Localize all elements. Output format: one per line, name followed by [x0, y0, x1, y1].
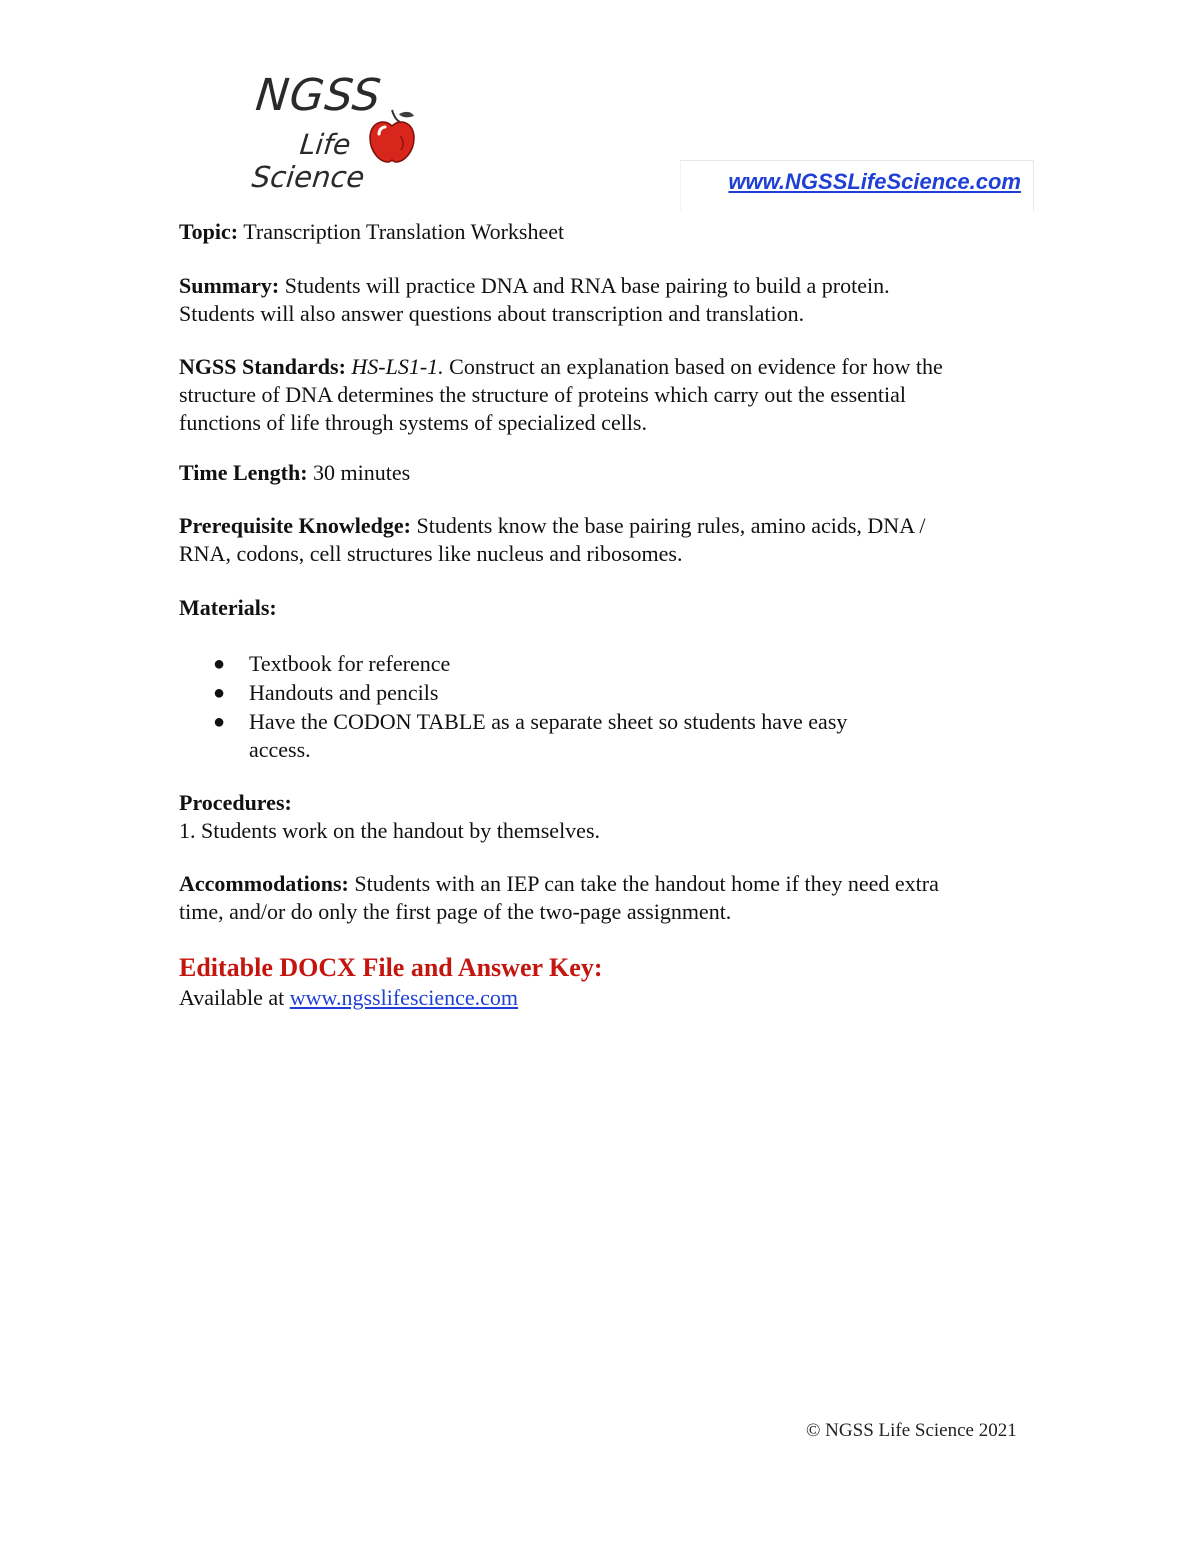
site-link[interactable]: www.NGSSLifeScience.com: [728, 169, 1021, 194]
accommodations-section: [179, 870, 1039, 926]
bullet-icon: ●: [213, 711, 226, 733]
accommodations-line2: time, and/or do only the first page of the two-page assignment.: [179, 899, 732, 924]
standards-label: NGSS Standards:: [179, 354, 346, 379]
editable-prefix: Available at: [179, 985, 290, 1010]
materials-item-3-line1: Have the CODON TABLE as a separate sheet so students have easy: [249, 709, 848, 734]
logo-science-text: Science: [250, 160, 367, 194]
materials-section: [179, 594, 1039, 622]
prereq-label: Prerequisite Knowledge:: [179, 513, 411, 538]
time-text: 30 minutes: [307, 460, 411, 485]
apple-icon: [366, 106, 418, 166]
materials-item-3: [249, 708, 929, 764]
site-link-box: [680, 160, 1034, 211]
summary-line2: Students will also answer questions about transcription and translation.: [179, 301, 805, 326]
prereq-line1: Students know the base pairing rules, amino acids, DNA /: [411, 513, 926, 538]
procedures-section: [179, 789, 1039, 845]
time-label: Time Length:: [179, 460, 308, 485]
bullet-icon: ●: [213, 682, 226, 704]
standards-line2: structure of DNA determines the structure of proteins which carry out the essential: [179, 382, 906, 407]
copyright-footer: © NGSS Life Science 2021: [806, 1420, 1017, 1441]
summary-label: Summary:: [179, 273, 280, 298]
procedures-label: Procedures:: [179, 790, 292, 815]
ngss-life-science-logo: [248, 68, 428, 198]
standards-line3: functions of life through systems of specialized cells.: [179, 410, 647, 435]
accommodations-label: Accommodations:: [179, 871, 349, 896]
materials-item-2: Handouts and pencils: [249, 680, 439, 705]
procedures-step-1: 1. Students work on the handout by themselves.: [179, 818, 601, 843]
standards-section: [179, 353, 1039, 437]
topic-label: Topic:: [179, 219, 239, 244]
editable-section: [179, 952, 1039, 1012]
topic-section: [179, 218, 1039, 246]
materials-item-3-line2: access.: [249, 737, 311, 762]
summary-line1: Students will practice DNA and RNA base pairing to build a protein.: [279, 273, 890, 298]
bullet-icon: ●: [213, 653, 226, 675]
summary-section: [179, 272, 1039, 328]
editable-heading: Editable DOCX File and Answer Key:: [179, 953, 603, 982]
ngss-site-link[interactable]: www.ngsslifescience.com: [289, 985, 519, 1010]
standards-line1: Construct an explanation based on evidence for how the: [443, 354, 943, 379]
prereq-line2: RNA, codons, cell structures like nucleus and ribosomes.: [179, 541, 683, 566]
topic-text: Transcription Translation Worksheet: [238, 219, 565, 244]
materials-item-1: Textbook for reference: [249, 651, 451, 676]
standards-code: HS-LS1-1.: [351, 354, 444, 379]
accommodations-line1: Students with an IEP can take the handout home if they need extra: [348, 871, 939, 896]
logo-life-text: Life: [298, 128, 353, 161]
prereq-section: [179, 512, 1039, 568]
logo-ngss-text: NGSS: [253, 70, 384, 121]
time-section: [179, 459, 1039, 487]
materials-label: Materials:: [179, 595, 277, 620]
